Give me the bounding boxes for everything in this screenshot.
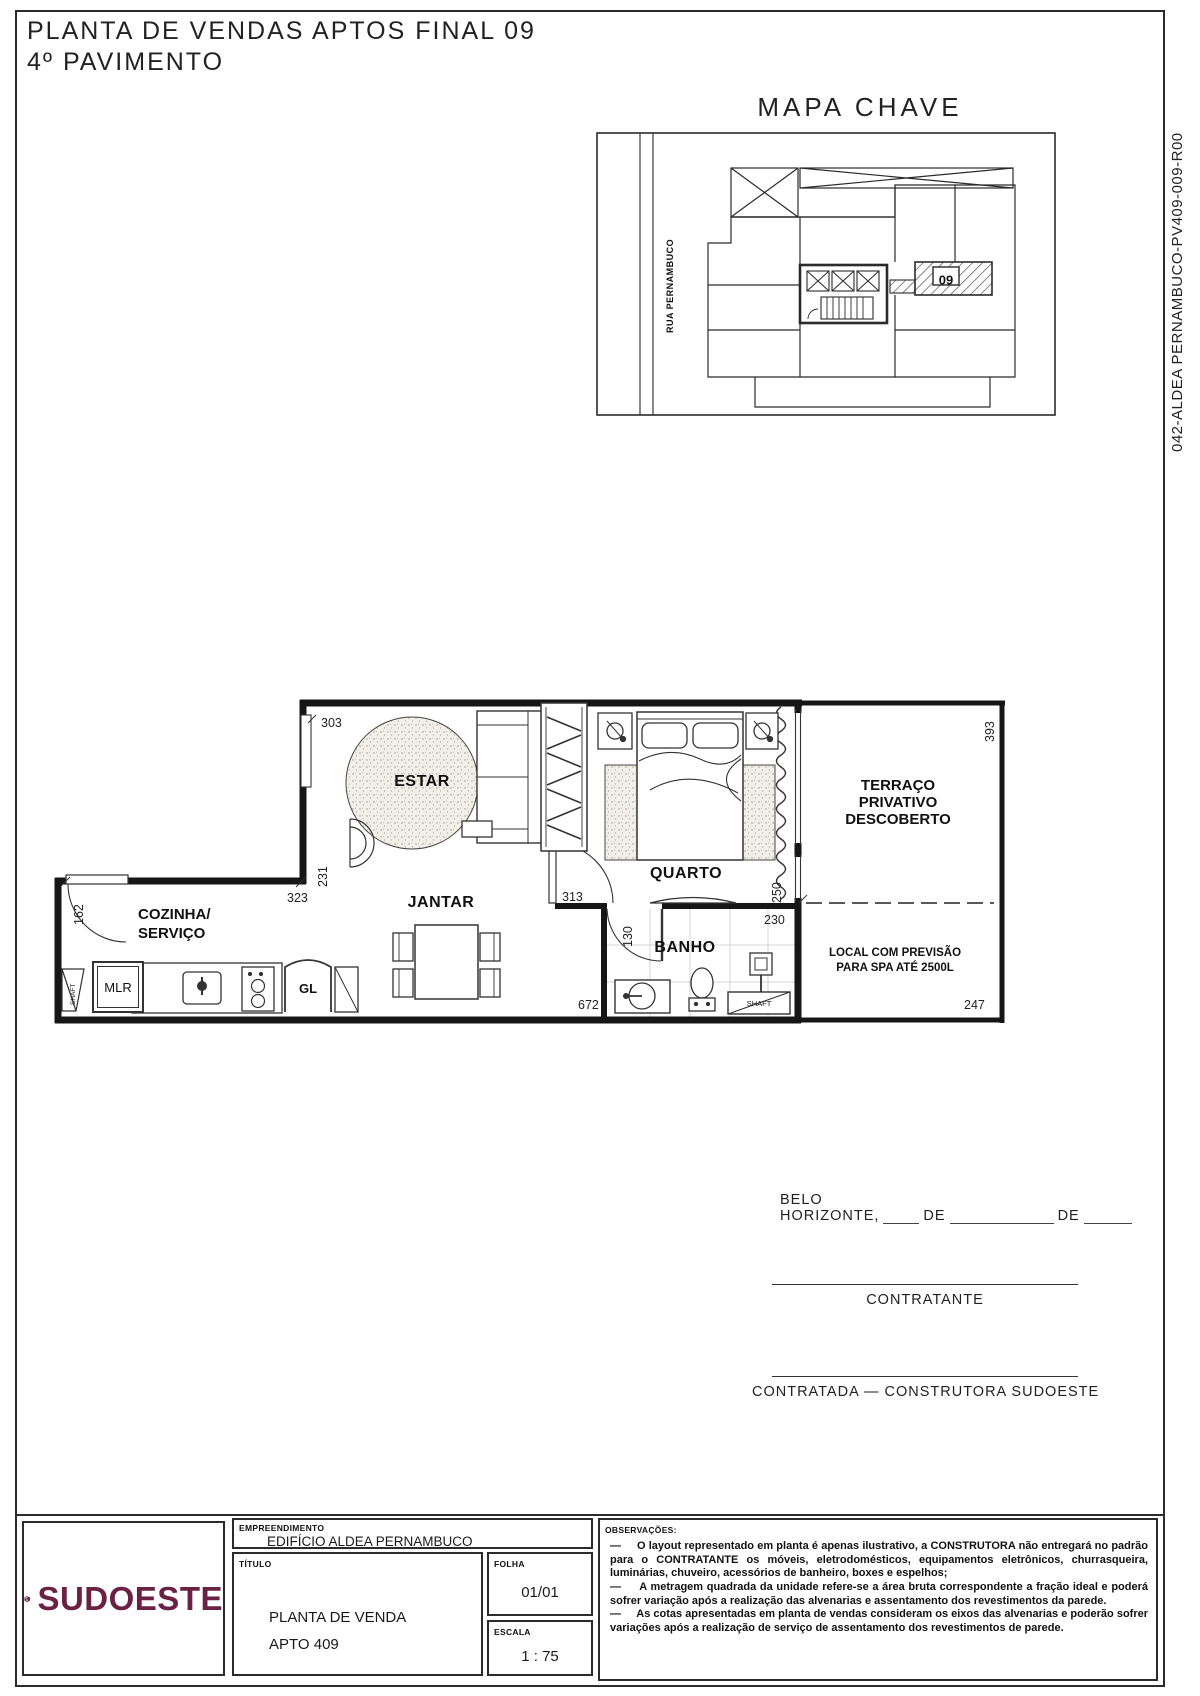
dresser (650, 898, 736, 904)
date-blank-day (883, 1208, 919, 1224)
observacao-3: — As cotas apresentadas em planta de vendas consideram os eixos das alvenarias e poderão sofrer variações após a realização de serviço de assentamento dos revestimentos de parede. (610, 1608, 1149, 1634)
logo-box (22, 1521, 225, 1676)
titulo-label: TÍTULO (239, 1559, 272, 1569)
dim-247: 247 (964, 998, 985, 1012)
shower-column (750, 953, 772, 998)
room-label-cozinha-2: SERVIÇO (138, 925, 206, 942)
toilet (689, 968, 715, 1011)
date-de1: DE (923, 1208, 946, 1224)
titleblock-divider (15, 1514, 1163, 1516)
nightstand-left (598, 713, 632, 749)
sheet-title-line1: PLANTA DE VENDAS APTOS FINAL 09 (27, 17, 536, 45)
sheet-title (27, 16, 536, 77)
contratada-signature-line (772, 1376, 1078, 1377)
sudoeste-logo-icon (24, 1576, 30, 1622)
floor-plan (50, 695, 1010, 1030)
dim-130: 130 (621, 926, 635, 947)
room-label-banho: BANHO (654, 939, 716, 956)
wall-shelf (301, 715, 311, 787)
street-lines (640, 133, 653, 415)
room-label-estar: ESTAR (394, 773, 450, 790)
spa-note-2: PARA SPA ATÉ 2500L (836, 962, 954, 974)
date-city: BELO HORIZONTE, (780, 1192, 880, 1224)
bath-shaft-label: SHAFT (746, 999, 772, 1008)
folha-label: FOLHA (494, 1559, 525, 1569)
wardrobe (541, 703, 587, 851)
folha-cell (487, 1552, 593, 1616)
contratada-label: CONTRATADA — CONSTRUTORA SUDOESTE (752, 1384, 1100, 1400)
unit-09-label: 09 (938, 272, 954, 288)
escala-cell (487, 1620, 593, 1676)
dim-231: 231 (316, 866, 330, 887)
room-label-terraco-3: DESCOBERTO (845, 811, 951, 828)
spa-note-1: LOCAL COM PREVISÃO (828, 947, 962, 959)
titulo-line1: PLANTA DE VENDA (269, 1609, 407, 1626)
dim-323: 323 (287, 891, 308, 905)
dim-303: 303 (321, 716, 342, 730)
fridge-label: GL (298, 981, 318, 996)
key-map (595, 125, 1075, 425)
sheet-title-line2: 4º PAVIMENTO (27, 47, 225, 76)
core-elevators-stairs (800, 265, 887, 323)
room-label-quarto: QUARTO (649, 865, 723, 882)
side-table (462, 821, 492, 837)
dim-162: 162 (72, 904, 86, 925)
kitchen-counter (93, 960, 358, 1013)
room-label-jantar: JANTAR (407, 894, 475, 911)
wall-shaft-label: SHAFT (70, 983, 77, 1005)
doc-number: 042-ALDEA PERNAMBUCO-PV409-009-R00 (1169, 132, 1186, 452)
washer-label: MLR (104, 980, 132, 995)
dining-set (393, 925, 500, 999)
folha-value: 01/01 (521, 1584, 559, 1601)
dim-672: 672 (578, 998, 599, 1012)
logo-text: SUDOESTE (37, 1579, 223, 1617)
escala-label: ESCALA (494, 1627, 531, 1637)
nightstand-right (746, 713, 778, 749)
contratante-signature-line (772, 1284, 1078, 1285)
date-blank-year (1084, 1208, 1132, 1224)
dim-393: 393 (983, 721, 997, 742)
empreendimento-value: EDIFÍCIO ALDEA PERNAMBUCO (267, 1534, 473, 1549)
dim-230: 230 (764, 913, 785, 927)
room-label-cozinha-1: COZINHA/ (138, 906, 211, 923)
observacoes-cell (598, 1518, 1158, 1681)
contratante-label: CONTRATANTE (866, 1292, 984, 1308)
date-line (780, 1192, 1092, 1224)
bed (637, 712, 743, 860)
escala-value: 1 : 75 (521, 1648, 559, 1665)
terrace-glass-door (796, 710, 801, 901)
building-outline (708, 185, 1015, 407)
room-label-terraco-2: PRIVATIVO (858, 794, 938, 811)
key-map-title: MAPA CHAVE (757, 92, 963, 122)
room-label-terraco-1: TERRAÇO (860, 777, 936, 794)
empreendimento-label: EMPREENDIMENTO (239, 1523, 325, 1533)
titulo-line2: APTO 409 (269, 1636, 339, 1653)
observacoes-label: OBSERVAÇÕES: (605, 1525, 677, 1535)
titulo-cell (232, 1552, 483, 1676)
date-de2: DE (1057, 1208, 1080, 1224)
date-blank-month (950, 1208, 1054, 1224)
dim-313: 313 (562, 890, 583, 904)
empreendimento-cell (232, 1518, 593, 1549)
observacao-2: — A metragem quadrada da unidade refere-se a área bruta correspondente a fração ideal e poderá sofrer variação após a realização das alvenarias e assentamento dos revestimentos da parede. (610, 1580, 1148, 1607)
bath-vanity (615, 980, 670, 1013)
technical-area-crossbox (731, 168, 1013, 217)
observacao-1: — O layout representado em planta é apenas ilustrativo, a CONSTRUTORA não entregará no padrão para o CONTRATANTE os móveis, eletrodomésticos, equipamentos eletrônicos, churrasqueira, luminárias, chuveiro, acessórios de banheiro, boxes e espelhos; (610, 1540, 1148, 1580)
street-label: RUA PERNAMBUCO (665, 238, 675, 333)
dim-250: 250 (770, 882, 784, 903)
